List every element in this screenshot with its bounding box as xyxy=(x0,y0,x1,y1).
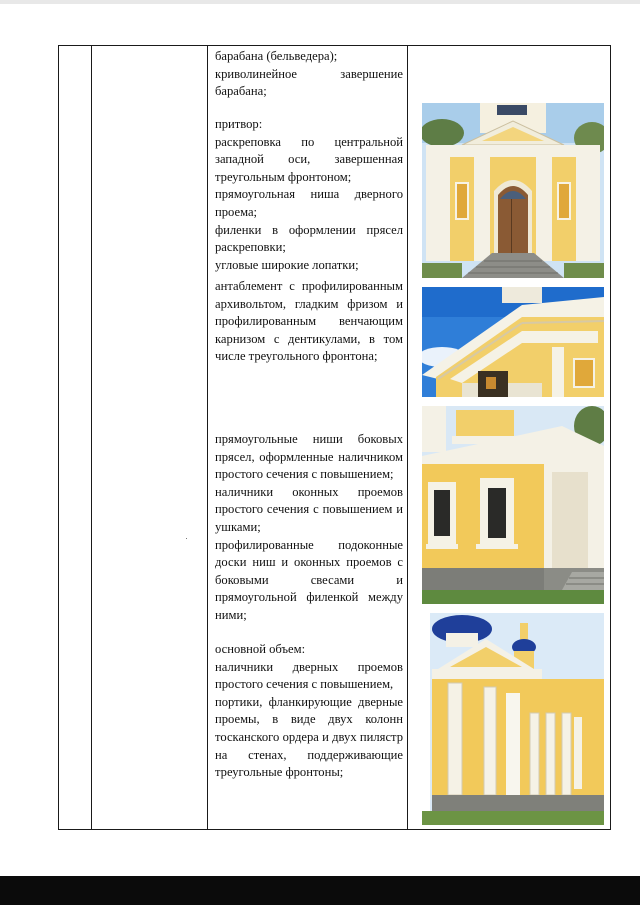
table-border-col1 xyxy=(91,45,92,830)
photo-portico-columns xyxy=(422,613,604,825)
table-border-left xyxy=(58,45,59,830)
description-paragraph-2 xyxy=(215,116,403,274)
description-paragraph-3 xyxy=(215,278,403,366)
description-line: угловые широкие лопатки; xyxy=(215,257,359,272)
table-border-col2 xyxy=(207,45,208,830)
description-line: криволинейное завершение барабана; xyxy=(215,66,403,99)
description-line: антаблемент с профилированным архивольтом, гладким фризом и профилированным венчающим карнизом с дентикулами, в том числе треугольного фронтона; xyxy=(215,279,403,364)
side-facade-illustration xyxy=(422,406,604,604)
pediment-illustration xyxy=(422,287,604,397)
description-paragraph-1 xyxy=(215,48,403,101)
portico-illustration xyxy=(422,613,604,825)
description-line: профилированные подоконные доски ниш и оконных проемов с боковыми свесами и прямоугольной филенкой между ними; xyxy=(215,537,403,622)
description-line: прямоугольная ниша дверного проема; xyxy=(215,187,403,219)
description-line: филенки в оформлении прясел раскреповки; xyxy=(215,222,403,255)
scan-speck xyxy=(186,538,187,539)
table-border-right xyxy=(610,45,611,830)
description-paragraph-5 xyxy=(215,641,403,782)
table-border-col3 xyxy=(407,45,408,830)
description-line: портики, фланкирующие дверные проемы, в виде двух колонн тосканского ордера и двух пилястр на стенах, поддерживающие треугольные фронтоны; xyxy=(215,694,403,780)
photo-pediment-entablature xyxy=(422,287,604,397)
description-line: барабана (бельведера); xyxy=(215,49,338,63)
description-paragraph-4 xyxy=(215,431,403,625)
description-line: прямоугольные ниши боковых прясел, оформленные наличником простого сечения с повышением; xyxy=(215,432,403,482)
photo-west-porch-entrance xyxy=(422,103,604,278)
description-line: наличники оконных проемов простого сечения с повышением и ушками; xyxy=(215,484,403,534)
table-border-bottom xyxy=(58,829,611,830)
description-line: наличники дверных проемов простого сечения с повышением, xyxy=(215,659,403,692)
scan-edge xyxy=(0,0,640,4)
photo-side-facade-windows xyxy=(422,406,604,604)
scan-bottom-border xyxy=(0,876,640,905)
document-table xyxy=(58,45,611,830)
description-line: притвор: xyxy=(215,117,263,131)
table-border-top xyxy=(58,45,611,46)
church-porch-illustration xyxy=(422,103,604,278)
description-line: основной объем: xyxy=(215,642,306,656)
description-line: раскреповка по центральной западной оси, завершенная треугольным фронтоном; xyxy=(215,134,403,184)
